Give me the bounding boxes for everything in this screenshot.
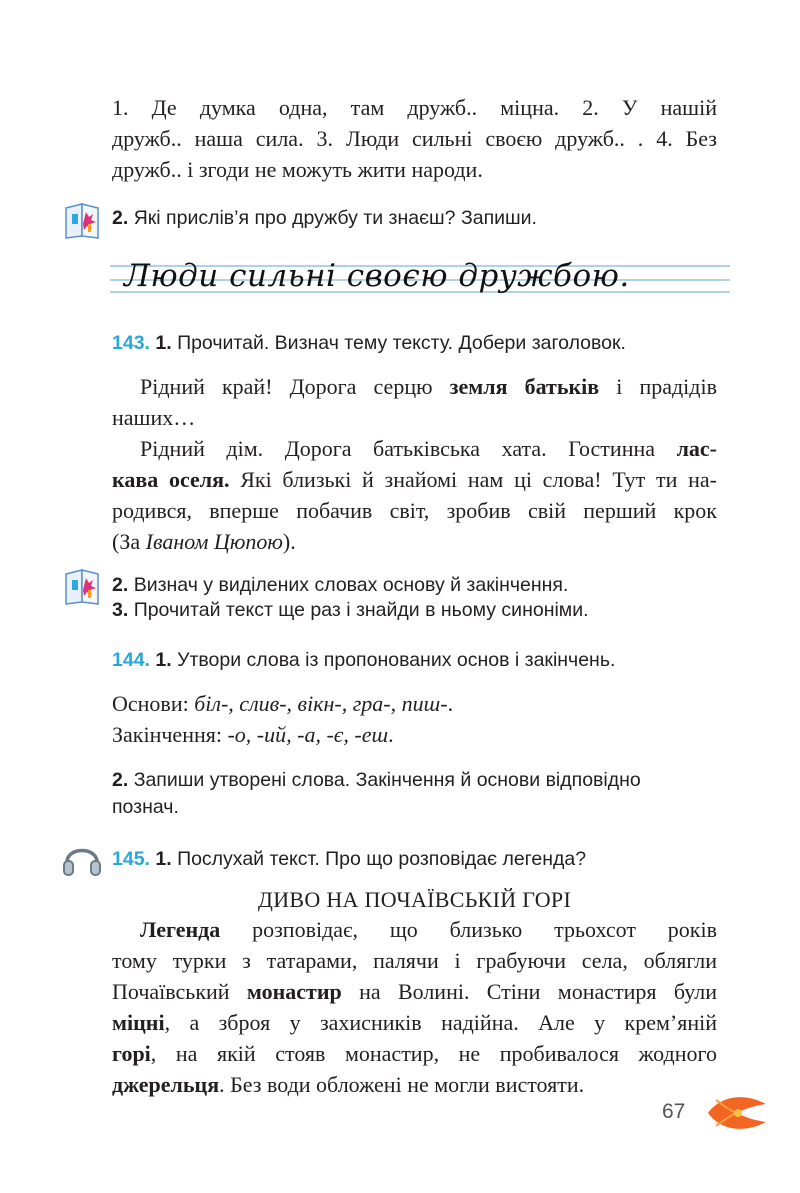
task-number: 2. xyxy=(112,207,129,229)
book-icon xyxy=(62,566,104,606)
legend-line-2: тому турки з татарами, палячи і грабуючи села, облягли xyxy=(112,948,717,973)
legend-title: ДИВО НА ПОЧАЇВСЬКІЙ ГОРІ xyxy=(257,887,572,912)
text: Рідний край! Дорога серцю xyxy=(140,374,450,399)
text: ). xyxy=(282,529,296,554)
highlighted-word: монастир xyxy=(246,979,342,1004)
text: Рідний дім. Дорога батьківська хата. Гостинна xyxy=(140,436,677,461)
highlighted-word: міцні xyxy=(112,1010,165,1035)
ex143-heading xyxy=(112,330,732,357)
endings-list: -о, -ий, -а, -є, -еш xyxy=(227,722,389,747)
ex143-task-3 xyxy=(112,597,732,624)
legend-line-3 xyxy=(112,976,717,1007)
ex142-line-2: дружб.. наша сила. 3. Люди сильні своєю дружб.. . 4. Без xyxy=(112,126,717,151)
page-number: 67 xyxy=(662,1100,686,1123)
text: розповідає, що близько трьохсот років xyxy=(220,917,717,942)
exercise-number: 145. xyxy=(112,848,150,870)
highlighted-word: джерельця xyxy=(112,1072,220,1097)
ex143-text-line-3 xyxy=(140,433,717,464)
text: і прадідів xyxy=(599,374,717,399)
text: . xyxy=(447,691,454,716)
ex143-text-line-5: родився, вперше побачив світ, зробив свій перший крок xyxy=(112,498,717,523)
label: Закінчення: xyxy=(112,722,228,747)
author-name: Іваном Цюпою xyxy=(145,529,283,554)
ex143-text-line-1 xyxy=(140,371,717,402)
text: Почаївський xyxy=(112,979,247,1004)
headphones-icon xyxy=(60,836,104,880)
task-number: 1. xyxy=(155,332,172,354)
task-text: Які прислів’я про дружбу ти знаєш? Запиши. xyxy=(133,207,537,229)
ex143-text-line-6 xyxy=(112,526,717,557)
highlighted-word: лас- xyxy=(676,436,717,461)
exercise-number: 144. xyxy=(112,649,150,671)
ex142-task-2 xyxy=(112,205,732,232)
ex145-heading xyxy=(112,846,732,873)
ex143-text-line-2: наших… xyxy=(112,405,196,430)
highlighted-word: кава оселя. xyxy=(112,467,230,492)
task-number: 2. xyxy=(112,574,129,596)
task-number: 3. xyxy=(112,599,129,621)
text: Які близькі й знайомі нам ці слова! Тут ти на- xyxy=(229,467,717,492)
task-text: Утвори слова із пропонованих основ і закінчень. xyxy=(177,649,616,671)
text: на Волині. Стіни монастиря були xyxy=(341,979,717,1004)
ex144-task-2-cont: познач. xyxy=(112,796,179,818)
ex142-line-3: дружб.. і згоди не можуть жити народи. xyxy=(112,157,483,182)
ex144-task-2 xyxy=(112,767,732,794)
ex144-endings xyxy=(112,719,717,750)
task-text: Прочитай. Визнач тему тексту. Добери заголовок. xyxy=(177,332,626,354)
ex144-heading xyxy=(112,647,732,674)
book-icon xyxy=(62,200,104,240)
text: . Без води обложені не могли вистояти. xyxy=(219,1072,585,1097)
task-number: 2. xyxy=(112,769,129,791)
ex142-line-1: 1. Де думка одна, там дружб.. міцна. 2. У нашій xyxy=(112,95,717,120)
text: , на якій стояв монастир, не пробивалося жодного xyxy=(150,1041,717,1066)
ex143-text-line-4 xyxy=(112,464,717,495)
legend-line-1 xyxy=(140,914,717,945)
legend-line-4 xyxy=(112,1007,717,1038)
leaf-ornament-icon xyxy=(704,1090,770,1136)
task-number: 1. xyxy=(155,649,172,671)
handwritten-answer: Люди сильні своєю дружбою. xyxy=(124,258,630,294)
text: . xyxy=(388,722,394,747)
text: (За xyxy=(112,529,146,554)
task-text: Запиши утворені слова. Закінчення й основи відповідно xyxy=(133,769,641,791)
exercise-number: 143. xyxy=(112,332,150,354)
task-text: Визнач у виділених словах основу й закінчення. xyxy=(133,574,569,596)
highlighted-word: горі xyxy=(112,1041,151,1066)
stems-list: біл-, слив-, вікн-, гра-, пиш- xyxy=(194,691,448,716)
ex144-stems xyxy=(112,688,717,719)
legend-line-6 xyxy=(112,1069,717,1100)
highlighted-word: земля батьків xyxy=(449,374,600,399)
ex143-task-2 xyxy=(112,572,732,599)
task-text: Послухай текст. Про що розповідає легенда? xyxy=(177,848,587,870)
task-number: 1. xyxy=(155,848,172,870)
task-text: Прочитай текст ще раз і знайди в ньому синоніми. xyxy=(133,599,589,621)
highlighted-word: Легенда xyxy=(140,917,221,942)
text: , а зброя у захисників надійна. Але у крем’яній xyxy=(164,1010,717,1035)
label: Основи: xyxy=(112,691,195,716)
legend-line-5 xyxy=(112,1038,717,1069)
